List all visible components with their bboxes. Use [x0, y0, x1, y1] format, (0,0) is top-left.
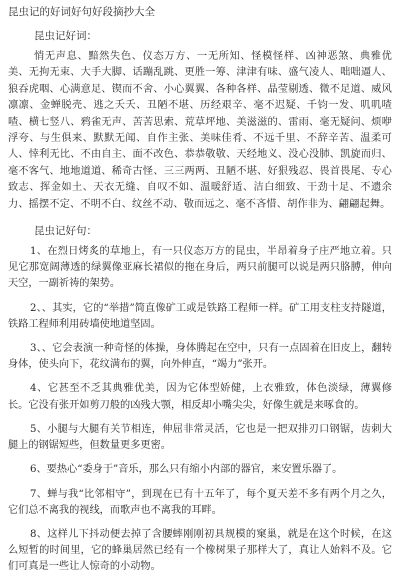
sentence-item: 7、蝉与我“比邻相守”，到现在已有十五年了，每个夏天差不多有两个月之久，它们总不离我的视线，而歌声也不离我的耳畔。 — [8, 488, 392, 516]
good-sentences-heading: 昆虫记好句： — [34, 225, 97, 238]
sentence-item: 6、要热心“委身于”音乐，那么只有缩小内部的器官，来安置乐器了。 — [30, 464, 343, 476]
sentence-item: 4、它甚至不乏其典雅优美，因为它体型娇健，上衣雅致，体色淡绿，薄翼修长。它没有张开如剪刀般的凶残大颚，相反却小嘴尖尖，好像生就是来啄食的。 — [8, 383, 392, 411]
good-words-heading: 昆虫记好词： — [34, 30, 97, 42]
document-title: 昆虫记的好词好句好段摘抄大全 — [8, 6, 155, 18]
sentence-item: 3、、它会表演一种奇怪的体操，身体腾起在空中，只有一点固着在旧皮上，翻转身体，使头向下，花纹满布的翼，向外伸直，“竭力”张开。 — [8, 343, 392, 371]
sentence-item: 8、这样儿下抖动便去掉了含腰蟀刚刚初具规模的窠巢，就是在这个时候，在这么短暂的时间里，它的蜂巢居然已经有一个橡树果子那样大了，真让人始料不及。它们可真是一些让人惊奇的小动物。 — [8, 528, 392, 573]
sentence-item: 1、在烈日烤炙的草地上，有一只仪态万方的昆虫，半昂着身子庄严地立着。只见它那宽阔薄透的绿翼像亚麻长裙似的拖在身后，两只前腿可以说是两只胳膊，伸向天空，一副祈祷的架势。 — [8, 246, 392, 290]
good-words-paragraph: 悄无声息、黯然失色、仪态万方、一无所知、怪模怪样、凶神恶煞、典雅优美、无拘无束、大手大脚、话蹦乱跳、更胜一筹、津津有味、盛气凌人、咄咄逼人、狼吞虎咽、心满意足、锲而不舍、小心翼翼、各种各样、晶莹剔透、微不足道、威风凛凛、金蝉脱壳、逃之夭夭、丑陋不堪、历经艰辛、毫不迟疑、千钧一发、叽叽喳喳、横七竖八、鸦雀无声、苦苦思索、荒草坪地、美滋滋的、雷雨、毫无疑问、烦咿浮夸、与生俱来、默默无闻、自作主张、美味佳肴、不远千里、不辞辛苦、温柔可人、悻利无比、不由自主、面不改色、恭恭敬敬、天经地义、没心没肺、凯旋而归、毫不客气、地地道道、稀奇古怪、三三两两、丑陋不堪、好狠残忍、畏首畏尾、专心致志、挥金如土、天衣无缝、自叹不如、温暖舒适、洁白细致、干劲十足、不遗余力、摇摆不定、不明不白、纹丝不动、敬而远之、毫不吝惜、胡作非为、翩翩起舞。 — [8, 51, 392, 210]
sentence-item: 2、、其实，它的“举措”简直像矿工或是铁路工程师一样。矿工用支柱支持隧道，铁路工程师利用砖墙使地道坚固。 — [8, 302, 392, 330]
sentence-item: 5、小腿与大腿有关节相连，伸屈非常灵活，它也是一把双排刃口钢锯，齿刺大腿上的钢锯短些，但数量更多更密。 — [8, 423, 392, 452]
good-sentences-list — [8, 244, 392, 575]
